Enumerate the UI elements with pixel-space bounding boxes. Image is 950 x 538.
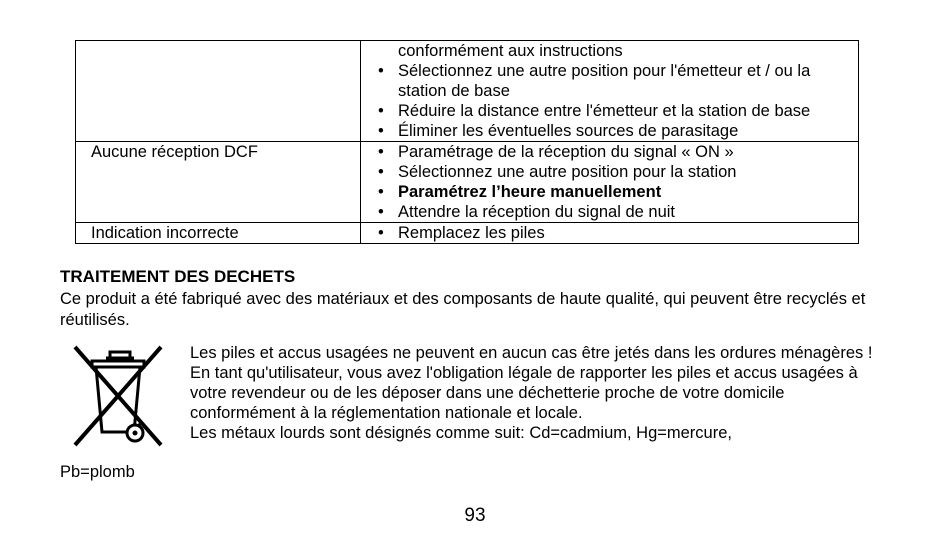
remedy-text: Attendre la réception du signal de nuit	[398, 203, 676, 221]
bullet-icon: •	[378, 203, 384, 221]
table-row	[76, 223, 859, 244]
list-item	[375, 202, 850, 222]
remedy-text: conformément aux instructions	[398, 42, 623, 60]
crossed-out-wheelie-bin-icon	[72, 344, 164, 448]
remedy-list	[375, 41, 850, 141]
page-number: 93	[464, 505, 486, 526]
remedy-list	[375, 223, 850, 243]
remedy-text: Réduire la distance entre l'émetteur et la station de base	[398, 102, 811, 120]
list-item	[375, 223, 850, 243]
bullet-icon: •	[378, 224, 384, 242]
paragraph-legal-obligation: En tant qu'utilisateur, vous avez l'obligation légale de rapporter les piles et accus usagées à votre revendeur ou de les déposer dans une déchetterie proche de votre domicile conformément à la réglementation nationale et locale.	[190, 364, 858, 422]
paragraph-household-waste: Les piles et accus usagées ne peuvent en aucun cas être jetés dans les ordures ménagères !	[190, 344, 873, 362]
list-item	[375, 121, 850, 141]
remedy-cell	[361, 41, 859, 142]
bullet-icon: •	[378, 102, 384, 120]
paragraph-heavy-metals: Les métaux lourds sont désignés comme suit: Cd=cadmium, Hg=mercure,	[190, 424, 732, 442]
bullet-icon: •	[378, 183, 384, 201]
remedy-text: Paramétrez l’heure manuellement	[398, 183, 662, 201]
section-heading: TRAITEMENT DES DECHETS	[60, 267, 296, 286]
bullet-icon: •	[378, 163, 384, 181]
section-intro: Ce produit a été fabriqué avec des matériaux et des composants de haute qualité, qui peuvent être recyclés et réutilisés.	[60, 290, 866, 329]
remedy-text: Sélectionnez une autre position pour l'émetteur et / ou la station de base	[398, 62, 811, 100]
remedy-text: Paramétrage de la réception du signal « ON »	[398, 143, 734, 161]
remedy-text: Éliminer les éventuelles sources de parasitage	[398, 122, 739, 140]
battery-disposal-text	[190, 343, 880, 443]
problem-cell	[76, 41, 361, 142]
list-item	[375, 41, 850, 61]
problem-cell: Indication incorrecte	[76, 223, 361, 244]
remedy-text: Remplacez les piles	[398, 224, 545, 242]
list-item	[375, 162, 850, 182]
remedy-cell	[361, 142, 859, 223]
table-row	[76, 41, 859, 142]
heavy-metals-continued: Pb=plomb	[60, 463, 135, 481]
problem-cell: Aucune réception DCF	[76, 142, 361, 223]
remedy-list	[375, 142, 850, 222]
remedy-text: Sélectionnez une autre position pour la station	[398, 163, 737, 181]
troubleshooting-table	[75, 40, 859, 244]
table-row	[76, 142, 859, 223]
list-item	[375, 182, 850, 202]
bullet-icon: •	[378, 143, 384, 161]
remedy-cell	[361, 223, 859, 244]
list-item	[375, 101, 850, 121]
list-item	[375, 61, 850, 101]
list-item	[375, 142, 850, 162]
bullet-icon: •	[378, 62, 384, 80]
bullet-icon: •	[378, 122, 384, 140]
